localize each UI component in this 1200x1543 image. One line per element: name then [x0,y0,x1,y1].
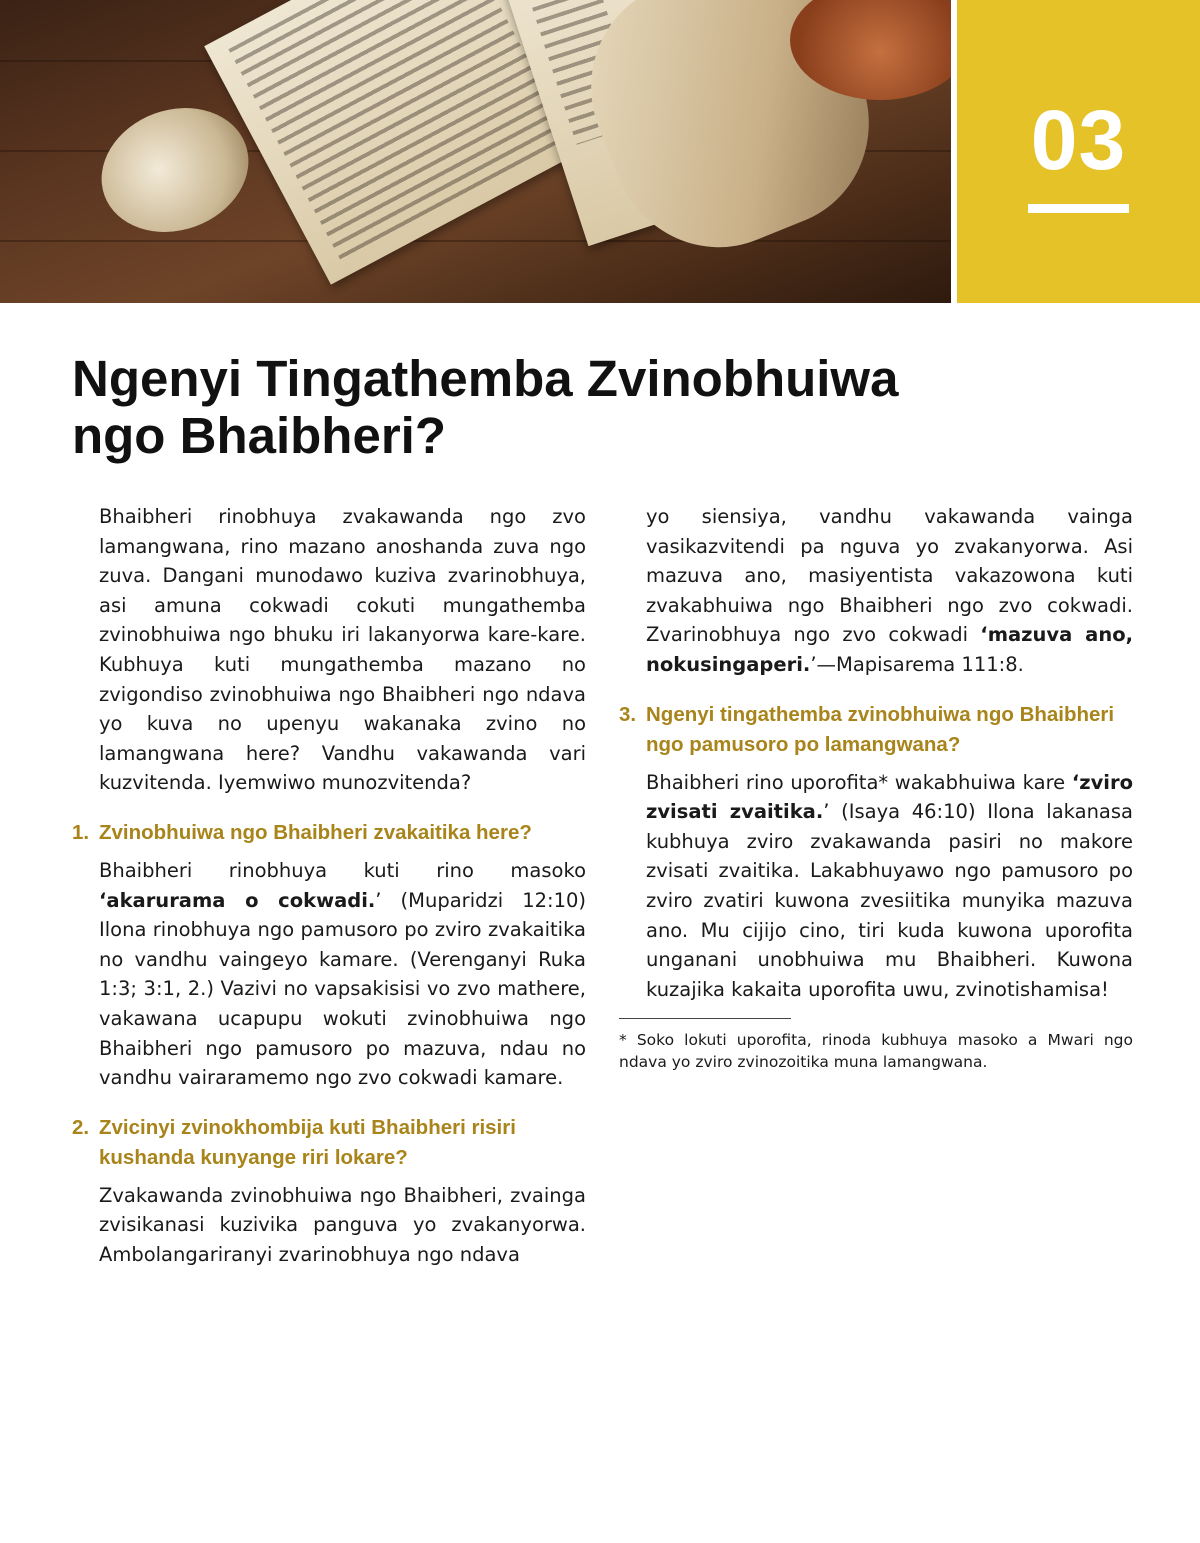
chapter-number: 03 [1030,93,1127,187]
header-image-scrolls [0,0,951,303]
section-heading-3: 3. Ngenyi tingathemba zvinobhuiwa ngo Bhaibheri ngo pamusoro po lamangwana? [619,702,1115,756]
chapter-underline [1028,204,1129,213]
section-heading-2: 2. Zvicinyi zvinokhombija kuti Bhaibheri risiri kushanda kunyange riri lokare? [72,1115,516,1169]
section-heading-1: 1. Zvinobhuiwa ngo Bhaibheri zvakaitika here? [72,820,532,844]
footnote-divider [619,1018,791,1019]
left-column [72,502,586,1270]
section-3-paragraph: Bhaibheri rino uporofita* wakabhuiwa kare ‘zviro zvisati zvaitika.’ (Isaya 46:10) Ilona lakanasa kubhuya zviro zvakawanda pasiri no makore zvisati zvaitika. Lakabhuyawo ngo pamusoro po zviro zvatiri kuwona zvesiitika munyika mazuva ano. Mu cijijo cino, tiri kuda kuwona uporofita unganani unobhuiwa mu Bhaibheri. Kuwona kuzajika kakaita uporofita uwu, zvinotishamisa! [646,770,1133,1001]
intro-paragraph: Bhaibheri rinobhuya zvakawanda ngo zvo lamangwana, rino mazano anoshanda zuva ngo zuva. Dangani munodawo kuziva zvarinobhuya, asi amuna cokwadi cokuti mungathemba zvinobhuiwa ngo bhuku iri lakanyorwa kare-kare. Kubhuya kuti mungathemba mazano no zvigondiso zvinobhuiwa ngo Bhaibheri ngo ndava yo kuva no upenyu wakanaka zvino no lamangwana here? Vandhu vakawanda vari kuzvitenda. Iyemwiwo munozvitenda? [99,505,586,795]
section-2-paragraph-continued: yo siensiya, vandhu vakawanda vainga vasikazvitendi pa nguva yo zvakanyorwa. Asi mazuva ano, masiyentista vakazowona kuti zvakabhuiwa ngo Bhaibheri ngo zvo cokwadi. Zvarinobhuya ngo zvo cokwadi ‘mazuva ano, nokusingaperi.’—Mapisarema 111:8. [646,505,1133,676]
footnote: * Soko lokuti uporofita, rinoda kubhuya masoko a Mwari ngo ndava yo zviro zvinozoitika muna lamangwana. [619,1031,1133,1072]
page-title: Ngenyi Tingathemba Zvinobhuiwa ngo Bhaibheri? [72,350,899,464]
section-2-paragraph: Zvakawanda zvinobhuiwa ngo Bhaibheri, zvainga zvisikanasi kuzivika panguva yo zvakanyorwa. Ambolangariranyi zvarinobhuya ngo ndava [99,1183,586,1266]
right-column [619,502,1133,1073]
section-1-paragraph: Bhaibheri rinobhuya kuti rino masoko ‘akarurama o cokwadi.’ (Muparidzi 12:10) Ilona rinobhuya ngo pamusoro po zviro zvakaitika no vandhu vaingeyo kamare. (Verenganyi Ruka 1:3; 3:1, 2.) Vazivi no vapsakisisi vo zvo mathere, vakawana ucapupu wokuti zvinobhuiwa ngo Bhaibheri ngo pamusoro po mazuva, ndau no vandhu vairaramemo ngo zvo cokwadi kamare. [99,858,586,1090]
chapter-badge [957,0,1200,303]
